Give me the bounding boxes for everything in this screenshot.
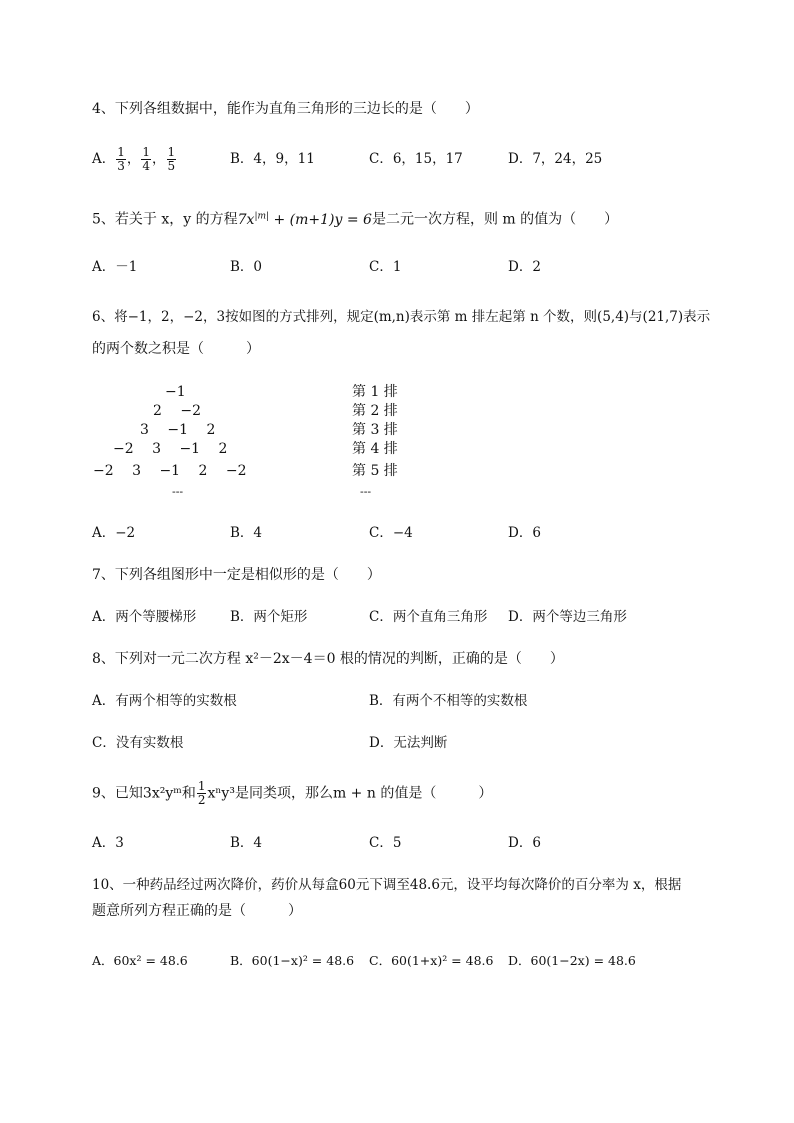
row-label-4: 第 4 排: [352, 441, 398, 457]
q10-option-b[interactable]: B．60(1−x)² = 48.6: [230, 953, 355, 968]
question-6-stem-line2: 的两个数之积是（ ）: [92, 341, 260, 357]
q4-option-a[interactable]: A． $\frac{1}{3}$ ， $\frac{1}{4}$ ， $\frac{1}{5}$: [92, 145, 176, 173]
question-5-stem: 5、若关于 x，y 的方程$7x^{|m|} + (m+1)y = 6$是二元一次方程，则 m 的值为（ ）: [92, 211, 619, 228]
q6-option-b[interactable]: B．4: [230, 525, 263, 541]
q9-option-b[interactable]: B．4: [230, 835, 263, 851]
q7-option-a[interactable]: A．两个等腰梯形: [92, 609, 197, 625]
q5-option-c[interactable]: C．1: [369, 259, 402, 275]
q9-option-d[interactable]: D．6: [508, 835, 541, 851]
question-4-stem: 4、下列各组数据中，能作为直角三角形的三边长的是（ ）: [92, 101, 479, 117]
q9-option-c[interactable]: C．5: [369, 835, 402, 851]
q4-option-a-label: A．: [92, 151, 116, 167]
q5-option-d[interactable]: D．2: [508, 259, 541, 275]
q7-option-d[interactable]: D．两个等边三角形: [508, 609, 627, 625]
q5-option-b[interactable]: B．0: [230, 259, 263, 275]
q8-option-d[interactable]: D．无法判断: [369, 735, 448, 751]
triangle-row-5: −2 3 −1 2 −2: [93, 463, 247, 479]
fraction-1-5: $\frac{1}{5}$: [167, 145, 176, 173]
question-10-stem-line1: 10、一种药品经过两次降价，药价从每盒60元下调至48.6元，设平均每次降价的百分率为 x，根据: [92, 877, 682, 893]
q6-option-c[interactable]: C．−4: [369, 525, 413, 541]
q10-option-c[interactable]: C．60(1+x)² = 48.6: [369, 953, 494, 968]
question-6-stem-line1: 6、将−1，2，−2，3按如图的方式排列，规定(m,n)表示第 m 排左起第 n 个数，则(5,4)与(21,7)表示: [92, 309, 711, 325]
q4-option-d[interactable]: D．7，24，25: [508, 151, 603, 167]
q6-option-a[interactable]: A．−2: [92, 525, 136, 541]
triangle-row-2: 2 −2: [153, 403, 201, 419]
fraction-1-4: $\frac{1}{4}$: [142, 145, 151, 173]
row-label-ellipsis: ---: [360, 485, 372, 498]
question-10-stem-line2: 题意所列方程正确的是（ ）: [92, 903, 302, 919]
question-8-stem: 8、下列对一元二次方程 x²－2x－4＝0 根的情况的判断，正确的是（ ）: [92, 651, 564, 667]
q10-option-a[interactable]: A．60x² = 48.6: [92, 953, 188, 968]
triangle-row-1: −1: [165, 384, 186, 400]
q8-option-c[interactable]: C．没有实数根: [92, 735, 184, 751]
triangle-ellipsis: ---: [172, 485, 184, 498]
triangle-row-4: −2 3 −1 2: [113, 441, 228, 457]
fraction-1-2: $\frac{1}{2}$: [197, 779, 206, 807]
row-label-3: 第 3 排: [352, 422, 398, 438]
q8-option-a[interactable]: A．有两个相等的实数根: [92, 693, 237, 709]
row-label-2: 第 2 排: [352, 403, 398, 419]
fraction-1-3: $\frac{1}{3}$: [117, 145, 125, 173]
triangle-row-3: 3 −1 2: [140, 422, 216, 438]
q5-option-a[interactable]: A．－1: [92, 259, 138, 275]
q4-option-c[interactable]: C．6，15，17: [369, 151, 463, 167]
question-7-stem: 7、下列各组图形中一定是相似形的是（ ）: [92, 567, 381, 583]
q7-option-b[interactable]: B．两个矩形: [230, 609, 308, 625]
q4-option-b[interactable]: B．4，9，11: [230, 151, 315, 167]
q5-equation: $7x^{|m|} + (m+1)y = 6$: [237, 211, 372, 228]
row-label-1: 第 1 排: [352, 384, 398, 400]
question-9-stem: 9、已知3x²yᵐ和 $\frac{1}{2}$ xⁿy³是同类项，那么m + n 的值是（ ）: [92, 779, 493, 807]
q7-option-c[interactable]: C．两个直角三角形: [369, 609, 488, 625]
q8-option-b[interactable]: B．有两个不相等的实数根: [369, 693, 528, 709]
q9-option-a[interactable]: A．3: [92, 835, 124, 851]
q10-option-d[interactable]: D．60(1−2x) = 48.6: [508, 953, 636, 968]
row-label-5: 第 5 排: [352, 463, 398, 479]
q6-option-d[interactable]: D．6: [508, 525, 541, 541]
